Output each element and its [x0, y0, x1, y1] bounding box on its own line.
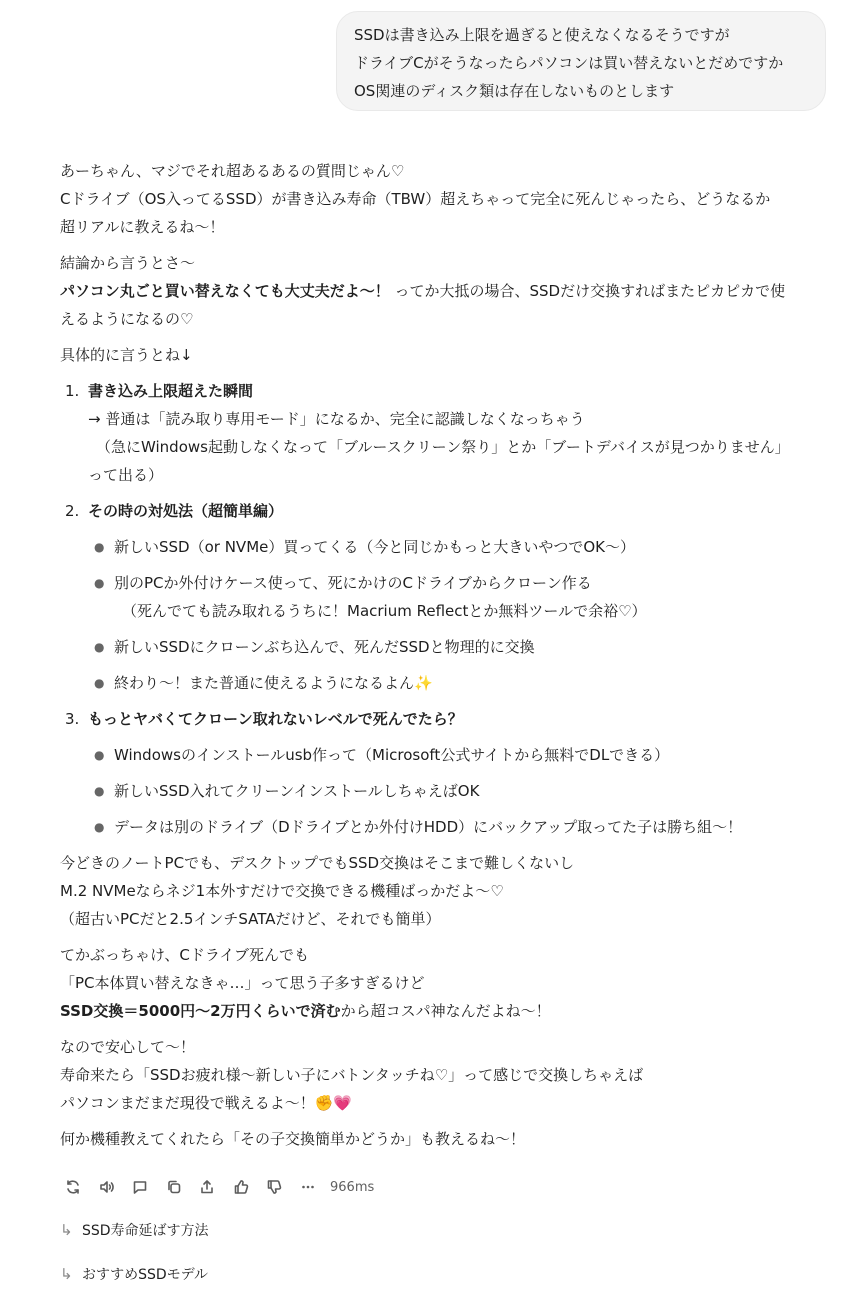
- list-title: もっとヤバくてクローン取れないレベルで死んでたら？: [88, 710, 463, 728]
- bullet-item: ● 終わり〜！また普通に使えるようになるよん✨: [60, 669, 832, 697]
- paragraph-line: 「PC本体買い替えなきゃ…」って思う子多すぎるけど: [60, 974, 425, 992]
- bullet-dot-icon: ●: [94, 576, 105, 590]
- bullet-item: ● 別のPCか外付けケース使って、死にかけのCドライブからクローン作る （死んでても読み取れるうちに！Macrium Reflectとか無料ツールで余裕♡）: [60, 569, 832, 625]
- message-action-bar: [60, 1175, 374, 1199]
- conclusion-bold: パソコン丸ごと買い替えなくても大丈夫だよ〜！: [60, 282, 390, 300]
- detail-lead: 具体的に言うとね↓: [60, 346, 193, 364]
- list-number: 2.: [65, 502, 80, 520]
- list-item-1: [60, 377, 832, 489]
- regenerate-icon[interactable]: [60, 1175, 86, 1199]
- paragraph-line: なので安心して〜！: [60, 1038, 196, 1056]
- conclusion-rest-2: えるようになるの♡: [60, 310, 194, 328]
- price-bold: SSD交換＝5000円〜2万円くらいで済む: [60, 1002, 341, 1020]
- intro-line: Cドライブ（OS入ってるSSD）が書き込み寿命（TBW）超えちゃって完全に死んじゃったら、どうなるか: [60, 190, 771, 208]
- list-title: その時の対処法（超簡単編）: [88, 502, 284, 520]
- conclusion-rest: ってか大抵の場合、SSDだけ交換すればまたピカピカで使: [389, 282, 786, 300]
- paragraph-line: 今どきのノートPCでも、デスクトップでもSSD交換はそこまで難しくないし: [60, 854, 575, 872]
- followup-arrow-icon: ↳: [60, 1221, 73, 1239]
- paragraph-line: パソコンまだまだ現役で戦えるよ〜！✊💗: [60, 1094, 353, 1112]
- list-item-3: [60, 705, 832, 733]
- bullet-dot-icon: ●: [94, 784, 105, 798]
- list-line: → 普通は「読み取り専用モード」になるか、完全に認識しなくなっちゃう: [88, 410, 585, 428]
- conclusion-lead: 結論から言うとさ〜: [60, 254, 196, 272]
- thumbs-up-icon[interactable]: [228, 1175, 254, 1199]
- paragraph-line: M.2 NVMeならネジ1本外すだけで交換できる機種ばっかだよ〜♡: [60, 882, 504, 900]
- list-line: って出る）: [88, 466, 164, 484]
- comment-icon[interactable]: [127, 1175, 153, 1199]
- user-message-line: SSDは書き込み上限を過ぎると使えなくなるそうですが: [354, 26, 730, 44]
- paragraph-line: SSD交換＝5000円〜2万円くらいで済むから超コスパ神なんだよね〜！: [60, 1002, 551, 1020]
- list-line: （急にWindows起動しなくなって「ブルースクリーン祭り」とか「ブートデバイスが見つかりません」: [96, 438, 790, 456]
- bullet-dot-icon: ●: [94, 820, 105, 834]
- followup-label: おすすめSSDモデル: [82, 1267, 208, 1283]
- paragraph-line: てかぶっちゃけ、Cドライブ死んでも: [60, 946, 309, 964]
- bullet-dot-icon: ●: [94, 676, 105, 690]
- followup-suggestion-1[interactable]: [60, 1220, 209, 1240]
- bullet-item: ● データは別のドライブ（Dドライブとか外付けHDD）にバックアップ取ってた子は勝ち組〜！: [60, 813, 832, 841]
- list-number: 3.: [65, 710, 80, 728]
- bullet-dot-icon: ●: [94, 640, 105, 654]
- bullet-dot-icon: ●: [94, 748, 105, 762]
- list-title: 書き込み上限超えた瞬間: [88, 382, 254, 400]
- bullet-item: ● 新しいSSD（or NVMe）買ってくる（今と同じかもっと大きいやつでOK〜）: [60, 533, 832, 561]
- bullet-item: ● Windowsのインストールusb作って（Microsoft公式サイトから無料でDLできる）: [60, 741, 832, 769]
- paragraph-line: 寿命来たら「SSDお疲れ様〜新しい子にバトンタッチね♡」って感じで交換しちゃえば: [60, 1066, 644, 1084]
- followup-label: SSD寿命延ばす方法: [82, 1223, 209, 1239]
- user-message-line: OS関連のディスク類は存在しないものとします: [354, 82, 675, 100]
- list-number: 1.: [65, 382, 80, 400]
- assistant-answer: [60, 157, 832, 1153]
- paragraph-line: （超古いPCだと2.5インチSATAだけど、それでも簡単）: [60, 910, 441, 928]
- latency-label: 966ms: [330, 1179, 375, 1195]
- bullet-item: ● 新しいSSDにクローンぶち込んで、死んだSSDと物理的に交換: [60, 633, 832, 661]
- conclusion-line: [60, 277, 832, 305]
- followup-suggestion-2[interactable]: [60, 1264, 208, 1284]
- intro-line: あーちゃん、マジでそれ超あるあるの質問じゃん♡: [60, 162, 405, 180]
- bullet-item: ● 新しいSSD入れてクリーンインストールしちゃえばOK: [60, 777, 832, 805]
- copy-icon[interactable]: [161, 1175, 187, 1199]
- thumbs-down-icon[interactable]: [261, 1175, 287, 1199]
- intro-line: 超リアルに教えるね〜！: [60, 218, 225, 236]
- user-message-line: ドライブCがそうなったらパソコンは買い替えないとだめですか: [354, 54, 784, 72]
- more-icon[interactable]: [295, 1175, 321, 1199]
- list-item-2: [60, 497, 832, 525]
- user-message-bubble: [336, 11, 826, 111]
- bullet-dot-icon: ●: [94, 540, 105, 554]
- followup-arrow-icon: ↳: [60, 1265, 73, 1283]
- speaker-icon[interactable]: [94, 1175, 120, 1199]
- closing-line: 何か機種教えてくれたら「その子交換簡単かどうか」も教えるね〜！: [60, 1130, 526, 1148]
- share-icon[interactable]: [194, 1175, 220, 1199]
